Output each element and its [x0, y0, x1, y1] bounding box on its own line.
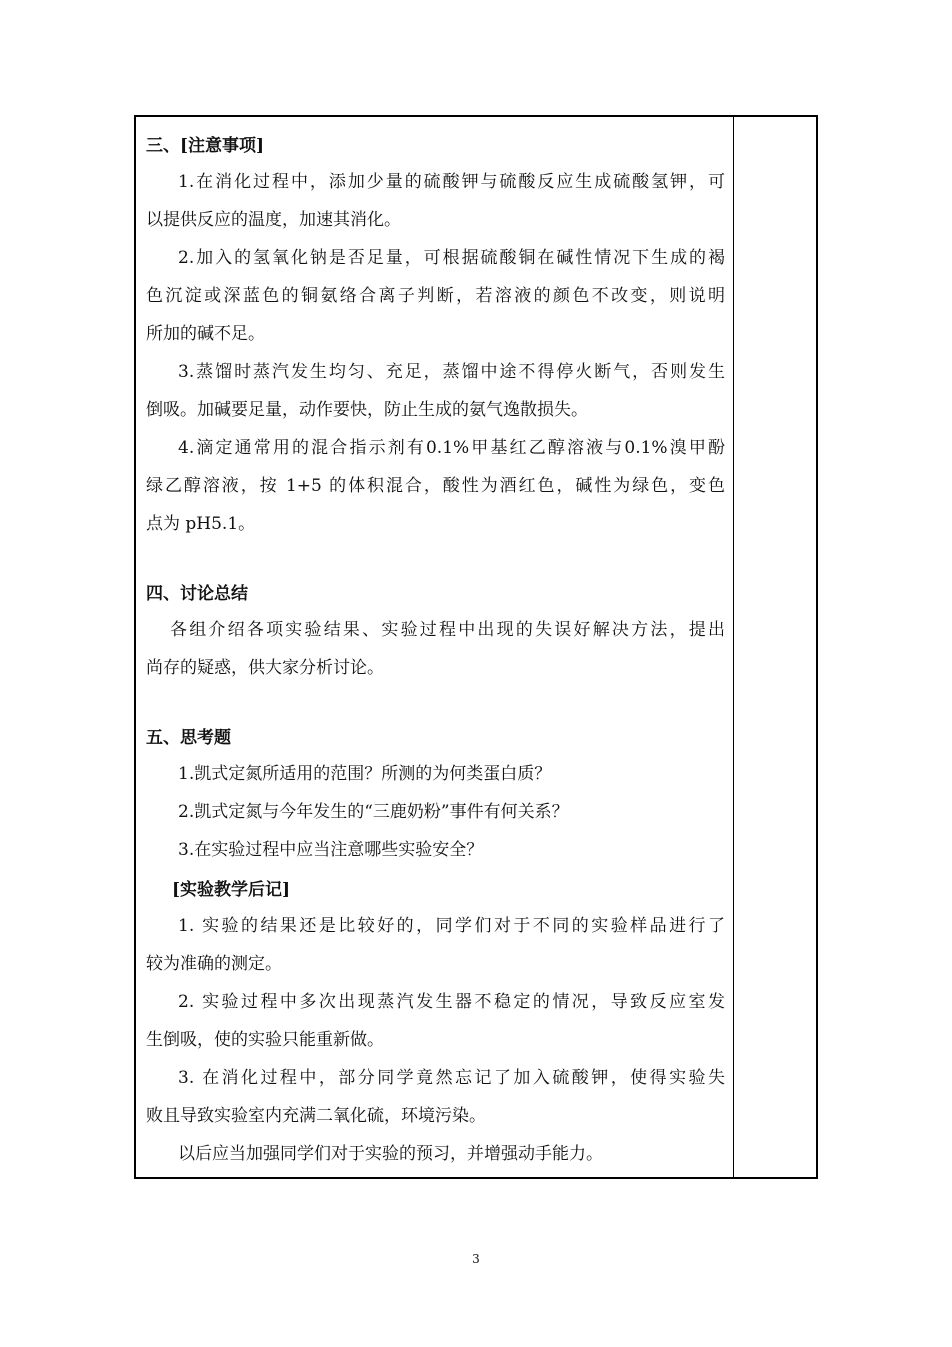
postscript-paragraph-2-line-2: 生倒吸，使的实验只能重新做。 — [146, 1030, 384, 1050]
question-3: 3.在实验过程中应当注意哪些实验安全？ — [178, 840, 484, 860]
question-2: 2.凯式定氮与今年发生的“三鹿奶粉”事件有何关系？ — [178, 802, 569, 822]
section-heading-discussion: 四、讨论总结 — [146, 584, 248, 604]
notes-paragraph-1-line-2: 以提供反应的温度，加速其消化。 — [146, 210, 401, 230]
content-table — [134, 115, 818, 1179]
notes-paragraph-3-line-2: 倒吸。加碱要足量，动作要快，防止生成的氨气逸散损失。 — [146, 400, 588, 420]
postscript-paragraph-4: 以后应当加强同学们对于实验的预习，并增强动手能力。 — [178, 1144, 603, 1164]
page-number: 3 — [472, 1252, 480, 1266]
postscript-paragraph-3-line-1: 3. 在消化过程中，部分同学竟然忘记了加入硫酸钾，使得实验失 — [178, 1068, 725, 1088]
postscript-paragraph-1-line-1: 1. 实验的结果还是比较好的，同学们对于不同的实验样品进行了 — [178, 916, 725, 936]
question-1: 1.凯式定氮所适用的范围？所测的为何类蛋白质？ — [178, 764, 552, 784]
notes-paragraph-1-line-1: 1.在消化过程中，添加少量的硫酸钾与硫酸反应生成硫酸氢钾，可 — [178, 172, 725, 192]
main-content-cell — [136, 117, 734, 1177]
postscript-paragraph-2-line-1: 2. 实验过程中多次出现蒸汽发生器不稳定的情况，导致反应室发 — [178, 992, 725, 1012]
section-heading-questions: 五、思考题 — [146, 728, 231, 748]
notes-paragraph-2-line-3: 所加的碱不足。 — [146, 324, 265, 344]
spacer — [146, 687, 725, 721]
side-empty-cell — [734, 117, 816, 1177]
notes-paragraph-4-line-3: 点为 pH5.1。 — [146, 514, 256, 534]
section-heading-postscript: [实验教学后记] — [172, 880, 291, 900]
notes-paragraph-2-line-2: 色沉淀或深蓝色的铜氨络合离子判断，若溶液的颜色不改变，则说明 — [146, 286, 725, 306]
spacer — [146, 543, 725, 577]
discussion-line-2: 尚存的疑惑，供大家分析讨论。 — [146, 658, 384, 678]
notes-paragraph-4-line-1: 4.滴定通常用的混合指示剂有0.1%甲基红乙醇溶液与0.1%溴甲酚 — [178, 438, 725, 458]
postscript-paragraph-3-line-2: 败且导致实验室内充满二氧化硫，环境污染。 — [146, 1106, 486, 1126]
discussion-line-1: 各组介绍各项实验结果、实验过程中出现的失误好解决方法，提出 — [170, 620, 725, 640]
section-heading-notes: 三、[注意事项] — [146, 136, 265, 156]
postscript-paragraph-1-line-2: 较为准确的测定。 — [146, 954, 282, 974]
notes-paragraph-2-line-1: 2.加入的氢氧化钠是否足量，可根据硫酸铜在碱性情况下生成的褐 — [178, 248, 725, 268]
notes-paragraph-4-line-2: 绿乙醇溶液，按 1+5 的体积混合，酸性为酒红色，碱性为绿色，变色 — [146, 476, 725, 496]
notes-paragraph-3-line-1: 3.蒸馏时蒸汽发生均匀、充足，蒸馏中途不得停火断气，否则发生 — [178, 362, 725, 382]
